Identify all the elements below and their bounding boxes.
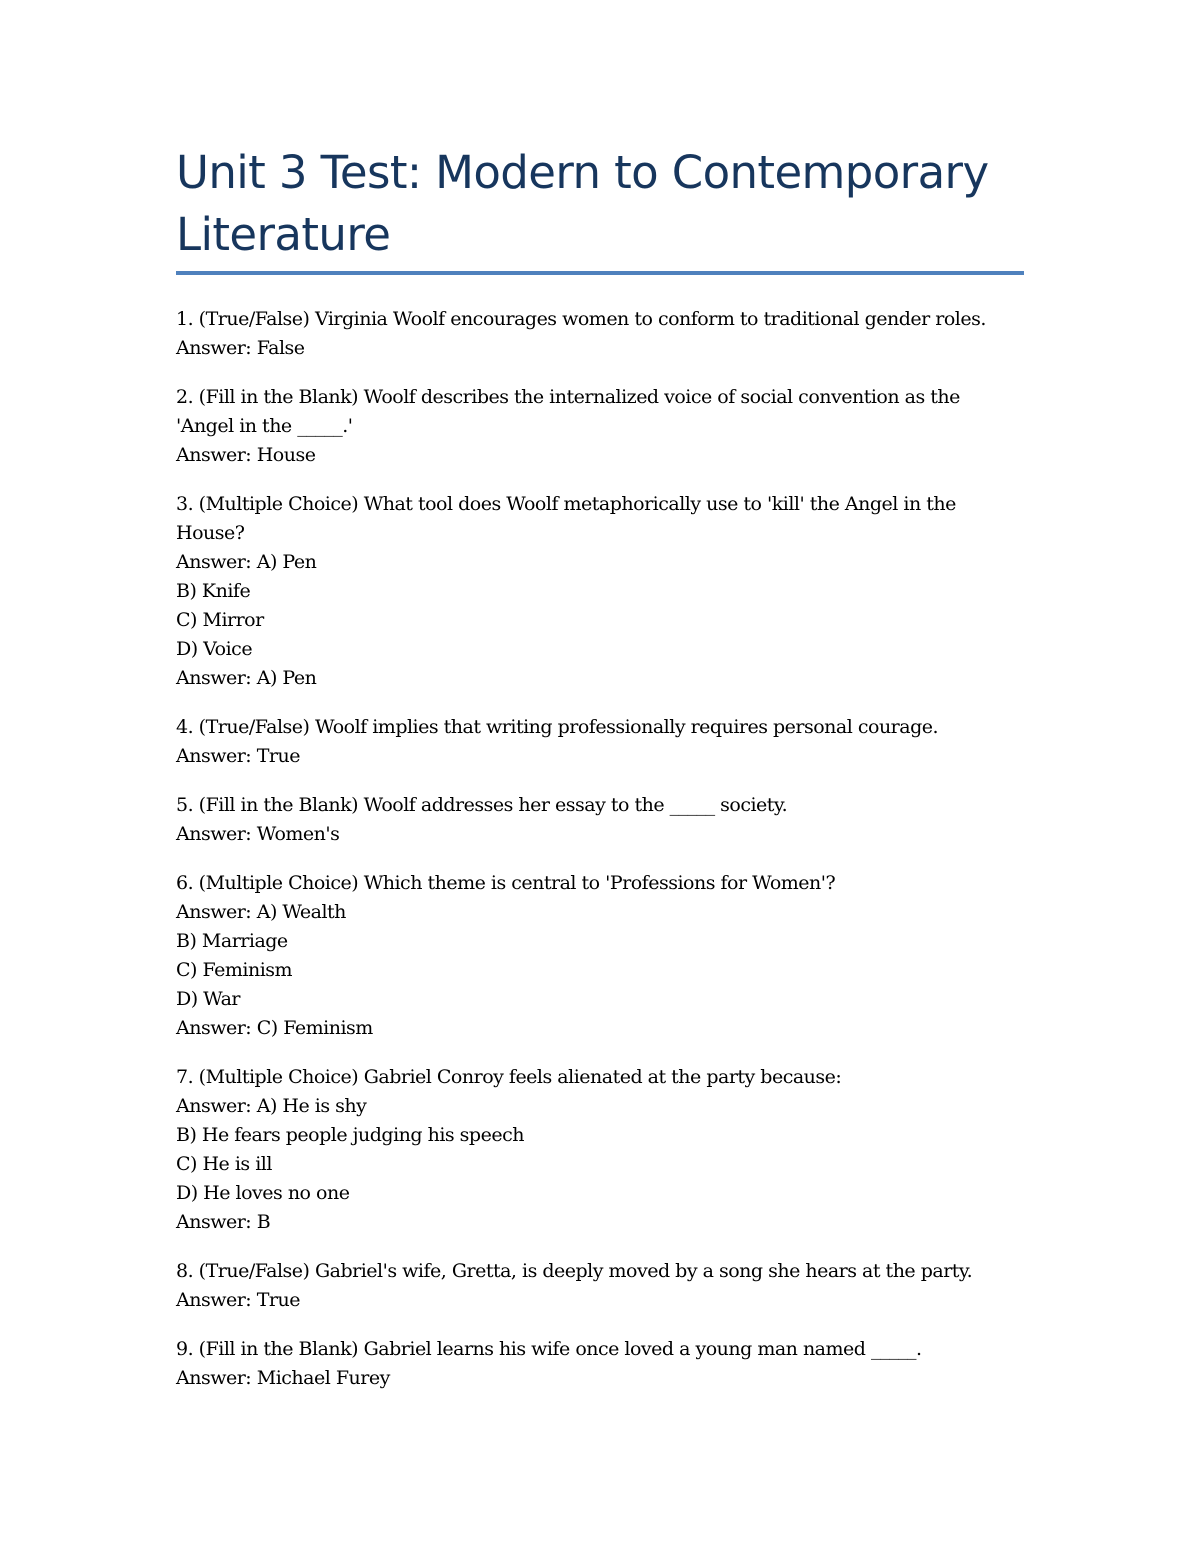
- answer-text: Answer: House: [176, 444, 316, 466]
- question-text: 3. (Multiple Choice) What tool does Woolf metaphorically use to 'kill' the Angel in the: [176, 493, 956, 515]
- question-1: [176, 305, 1036, 363]
- question-list: [176, 305, 1036, 1413]
- answer-text: Answer: A) Pen: [176, 667, 317, 689]
- answer-text: Answer: True: [176, 745, 300, 767]
- question-text: 5. (Fill in the Blank) Woolf addresses her essay to the _____ society.: [176, 794, 788, 816]
- page-title: [176, 142, 1036, 266]
- choice-option: C) He is ill: [176, 1153, 272, 1175]
- question-text: 2. (Fill in the Blank) Woolf describes the internalized voice of social convention as the: [176, 386, 960, 408]
- answer-text: Answer: B: [176, 1211, 271, 1233]
- question-4: [176, 713, 1036, 771]
- question-text: 8. (True/False) Gabriel's wife, Gretta, is deeply moved by a song she hears at the party.: [176, 1260, 973, 1282]
- question-6: [176, 869, 1036, 1043]
- choice-option: C) Feminism: [176, 959, 293, 981]
- question-9: [176, 1335, 1036, 1393]
- question-5: [176, 791, 1036, 849]
- answer-text: Answer: True: [176, 1289, 300, 1311]
- question-text: 1. (True/False) Virginia Woolf encourages women to conform to traditional gender roles.: [176, 308, 986, 330]
- question-2: [176, 383, 1036, 470]
- answer-text: Answer: False: [176, 337, 305, 359]
- answer-text: Answer: C) Feminism: [176, 1017, 373, 1039]
- title-line: Literature: [176, 208, 391, 261]
- choice-option: D) Voice: [176, 638, 253, 660]
- question-8: [176, 1257, 1036, 1315]
- choice-option: D) He loves no one: [176, 1182, 350, 1204]
- choice-option: Answer: A) He is shy: [176, 1095, 367, 1117]
- answer-text: Answer: Michael Furey: [176, 1367, 390, 1389]
- choice-option: C) Mirror: [176, 609, 264, 631]
- choice-option: Answer: A) Wealth: [176, 901, 346, 923]
- question-text: 7. (Multiple Choice) Gabriel Conroy feels alienated at the party because:: [176, 1066, 842, 1088]
- title-line: Unit 3 Test: Modern to Contemporary: [176, 146, 989, 199]
- question-7: [176, 1063, 1036, 1237]
- choice-option: D) War: [176, 988, 240, 1010]
- question-text: 9. (Fill in the Blank) Gabriel learns his wife once loved a young man named _____.: [176, 1338, 922, 1360]
- choice-option: B) Marriage: [176, 930, 288, 952]
- question-text: 4. (True/False) Woolf implies that writing professionally requires personal courage.: [176, 716, 939, 738]
- question-3: [176, 490, 1036, 693]
- choice-option: B) Knife: [176, 580, 251, 602]
- answer-text: Answer: Women's: [176, 823, 340, 845]
- question-text: House?: [176, 522, 245, 544]
- choice-option: B) He fears people judging his speech: [176, 1124, 524, 1146]
- choice-option: Answer: A) Pen: [176, 551, 317, 573]
- title-underline-rule: [176, 271, 1024, 275]
- question-text: 6. (Multiple Choice) Which theme is central to 'Professions for Women'?: [176, 872, 836, 894]
- question-text: 'Angel in the _____.': [176, 415, 353, 437]
